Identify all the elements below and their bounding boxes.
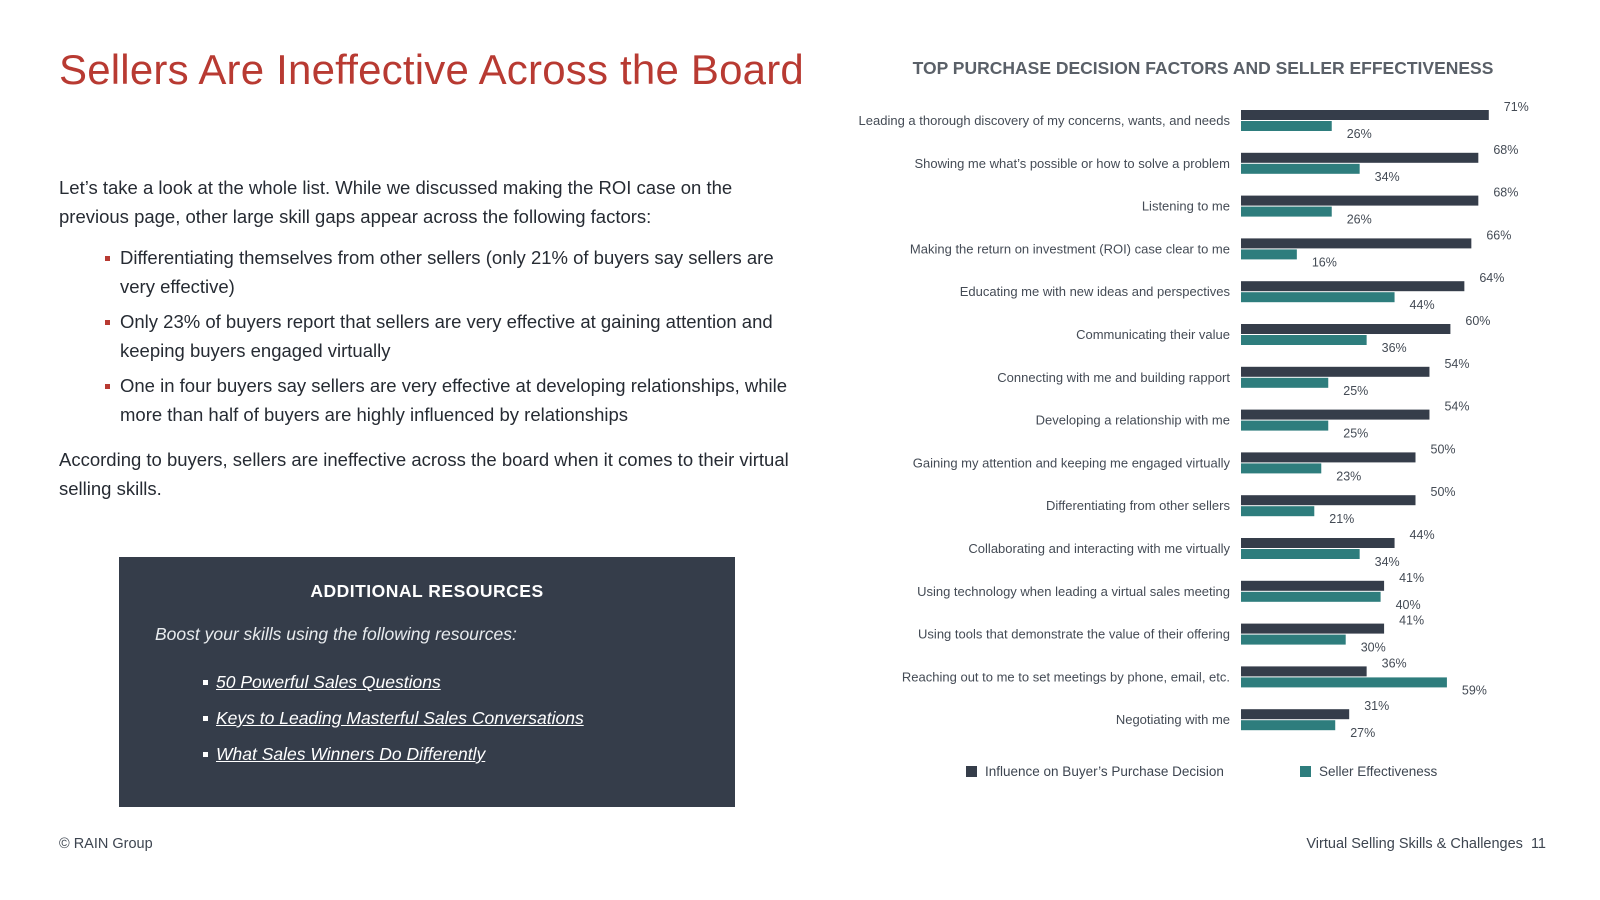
data-label: 16% [1311,255,1337,270]
data-label: 36% [1381,341,1407,355]
data-label: 44% [1409,298,1435,313]
category-label: Using tools that demonstrate the value of their offering [918,626,1230,642]
category-label: Gaining my attention and keeping me engaged virtually [912,455,1230,471]
category-label: Differentiating from other sellers [1045,498,1230,514]
legend-swatch-seller-effectiveness [1300,766,1311,777]
category-label: Collaborating and interacting with me virtually [968,541,1230,556]
footer-doc-info [1306,836,1546,852]
bar-seller-effectiveness [1241,592,1381,602]
bar-influence-on-buyer-s-purchase-decision [1241,666,1367,676]
bar-seller-effectiveness [1241,506,1314,516]
resources-heading: ADDITIONAL RESOURCES [310,581,544,601]
list-item-text: Differentiating themselves from other sellers (only 21% of buyers say sellers are very effective) [120,247,774,297]
bar-influence-on-buyer-s-purchase-decision [1241,495,1416,505]
bar-seller-effectiveness [1241,421,1328,431]
data-label: 44% [1409,528,1435,542]
legend-swatch-influence-on-buyer-s-purchase-decision [966,766,977,777]
resource-link-sales-questions[interactable]: 50 Powerful Sales Questions [216,672,441,692]
footer-copyright: © RAIN Group [59,836,153,852]
bar-influence-on-buyer-s-purchase-decision [1241,624,1384,634]
resource-link-sales-winners[interactable]: What Sales Winners Do Differently [216,744,486,764]
category-label: Developing a relationship with me [1035,412,1230,428]
legend-label: Seller Effectiveness [1319,764,1438,779]
category-label: Showing me what’s possible or how to solve a problem [914,155,1230,171]
category-label: Using technology when leading a virtual sales meeting [917,583,1230,599]
page-number: 11 [1530,836,1546,852]
bar-seller-effectiveness [1241,635,1346,645]
data-label: 25% [1343,383,1369,398]
data-label: 31% [1364,699,1390,714]
data-label: 30% [1360,640,1386,655]
data-label: 41% [1399,570,1425,585]
data-label: 21% [1329,512,1355,527]
data-label: 68% [1493,185,1519,200]
category-label: Educating me with new ideas and perspectives [959,284,1230,300]
data-label: 54% [1444,399,1470,414]
data-label: 23% [1336,469,1362,484]
data-label: 26% [1346,127,1372,141]
data-label: 66% [1486,228,1512,243]
data-label: 59% [1461,683,1487,698]
bar-influence-on-buyer-s-purchase-decision [1241,452,1416,462]
legend-label: Influence on Buyer’s Purchase Decision [985,764,1224,779]
data-label: 60% [1465,314,1491,328]
bar-influence-on-buyer-s-purchase-decision [1241,153,1478,163]
category-label: Negotiating with me [1115,712,1230,728]
list-item-text: Only 23% of buyers report that sellers are very effective at gaining attention and keeping buyers engaged virtually [120,311,773,361]
chart-title: TOP PURCHASE DECISION FACTORS AND SELLER EFFECTIVENESS [912,58,1494,78]
chart-body [859,100,1529,740]
bar-influence-on-buyer-s-purchase-decision [1241,581,1384,591]
bar-influence-on-buyer-s-purchase-decision [1241,538,1395,548]
data-label: 34% [1374,169,1400,184]
bar-seller-effectiveness [1241,677,1447,687]
bar-seller-effectiveness [1241,121,1332,131]
bar-seller-effectiveness [1241,463,1321,473]
category-label: Connecting with me and building rapport [997,369,1230,385]
bar-seller-effectiveness [1241,335,1367,345]
data-label: 41% [1399,613,1425,628]
bar-influence-on-buyer-s-purchase-decision [1241,281,1464,291]
bar-influence-on-buyer-s-purchase-decision [1241,110,1489,120]
category-label: Leading a thorough discovery of my concerns, wants, and needs [858,113,1230,128]
data-label: 26% [1346,212,1372,227]
resources-lead: Boost your skills using the following resources: [155,624,517,644]
bar-seller-effectiveness [1241,292,1395,302]
bar-influence-on-buyer-s-purchase-decision [1241,324,1450,334]
intro-paragraph: Let’s take a look at the whole list. While we discussed making the ROI case on the previous page, other large skill gaps appear across the following factors: [59,177,733,227]
footer-doc-title: Virtual Selling Skills & Challenges [1306,836,1523,852]
data-label: 68% [1493,142,1519,157]
data-label: 40% [1395,597,1421,612]
resource-link-sales-conversations[interactable]: Keys to Leading Masterful Sales Conversations [216,708,584,728]
bar-seller-effectiveness [1241,549,1360,559]
category-label: Making the return on investment (ROI) case clear to me [909,241,1230,257]
category-label: Listening to me [1141,198,1230,214]
bar-seller-effectiveness [1241,720,1335,730]
list-item-text: One in four buyers say sellers are very effective at developing relationships, while more than half of buyers are highly influenced by relationships [120,375,788,425]
bar-influence-on-buyer-s-purchase-decision [1241,709,1349,719]
data-label: 71% [1503,100,1529,114]
data-label: 27% [1350,726,1376,741]
chart-legend [966,764,1438,779]
data-label: 36% [1381,656,1407,671]
conclusion-paragraph: According to buyers, sellers are ineffective across the board when it comes to their virtual selling skills. [59,449,789,499]
data-label: 50% [1430,485,1456,500]
data-label: 34% [1374,555,1400,569]
data-label: 54% [1444,356,1470,371]
data-label: 25% [1343,426,1369,441]
bar-influence-on-buyer-s-purchase-decision [1241,238,1471,248]
data-label: 64% [1479,271,1505,286]
bar-influence-on-buyer-s-purchase-decision [1241,410,1429,420]
bar-influence-on-buyer-s-purchase-decision [1241,367,1429,377]
bar-seller-effectiveness [1241,378,1328,388]
bar-influence-on-buyer-s-purchase-decision [1241,196,1478,206]
category-label: Communicating their value [1076,327,1230,342]
page-title: Sellers Are Ineffective Across the Board [59,46,804,93]
bar-seller-effectiveness [1241,249,1297,259]
data-label: 50% [1430,442,1456,457]
category-label: Reaching out to me to set meetings by phone, email, etc. [901,669,1230,685]
bar-seller-effectiveness [1241,207,1332,217]
bar-seller-effectiveness [1241,164,1360,174]
